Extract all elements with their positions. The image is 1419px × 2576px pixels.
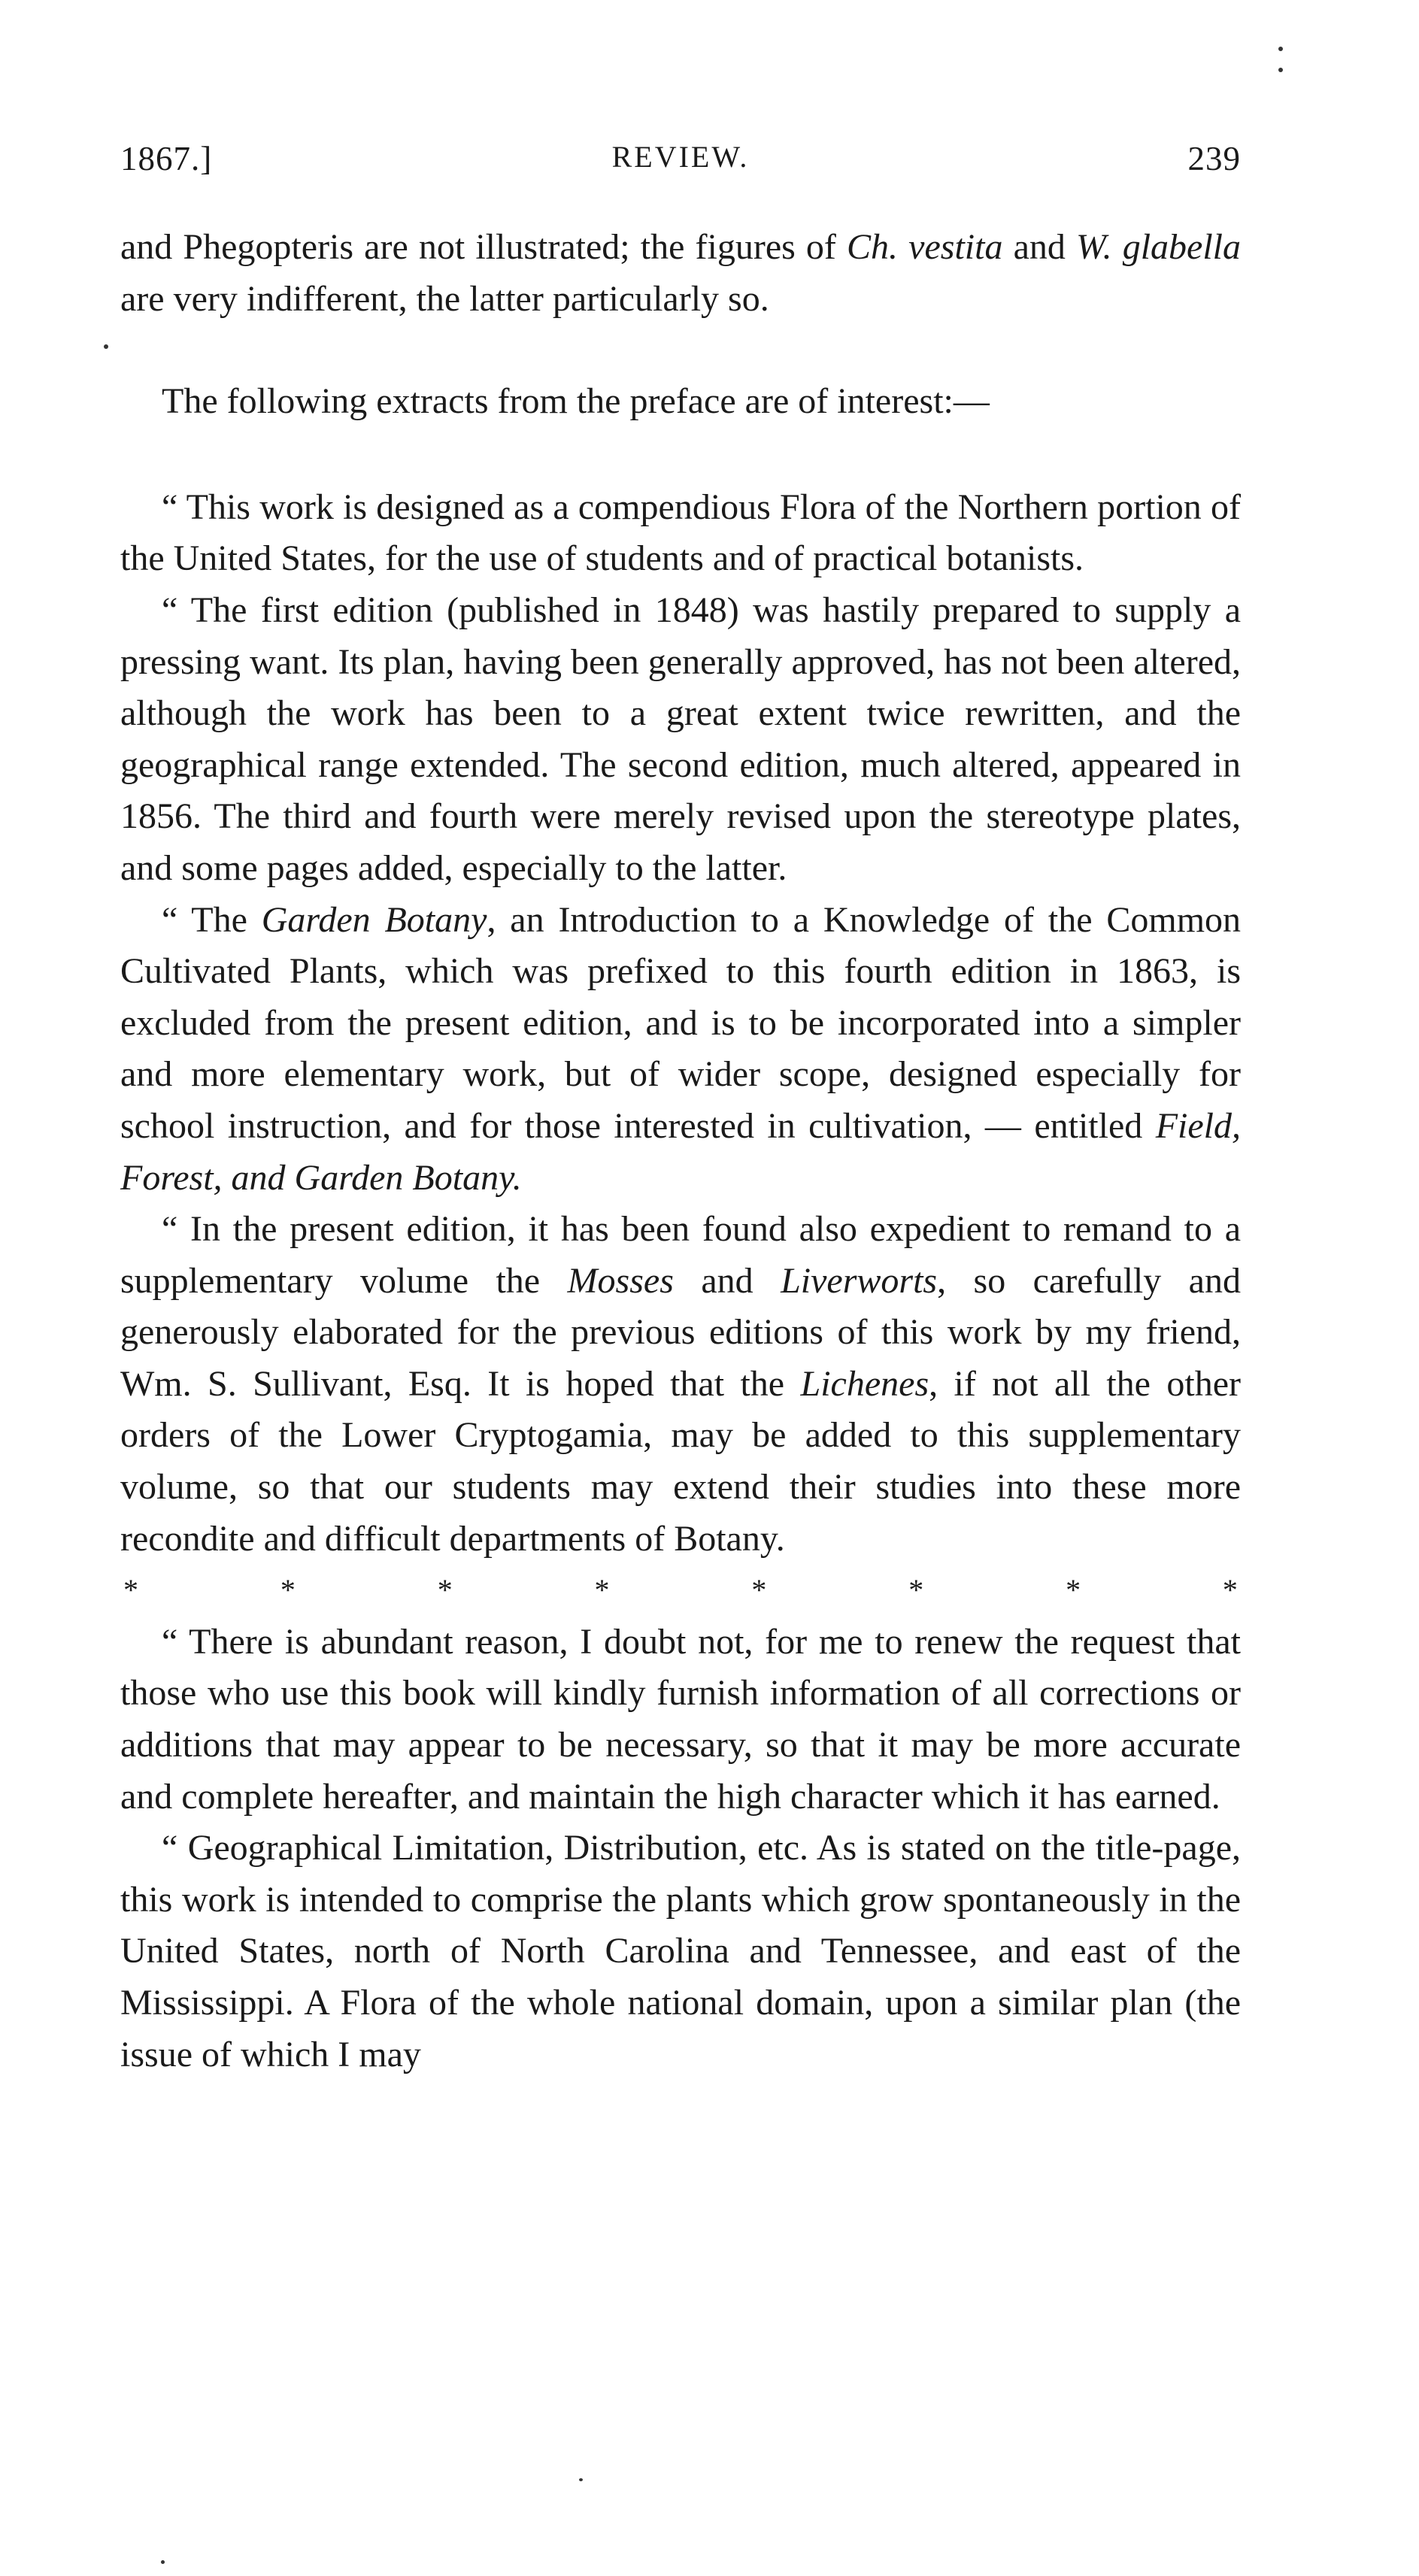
p6-lichenes: Lichenes (800, 1363, 929, 1404)
p5-text-b: , an Introduction to a Knowledge of the Common Cultivated Plants, which was prefixed to this fourth edition in 1863, is excluded from the present edition, and is to be incorporated into a simpler and more elementary work, but of wider scope, designed especially for school instruction, and for those interested in cultivation, — entitled (120, 899, 1242, 1146)
scan-speck (104, 344, 108, 349)
asterisk: * (1066, 1573, 1081, 1608)
p6-text-d: , if not all the other orders of the Lower Cryptogamia, may be added to this supplementary volume, so that our students may extend their studies into these more recondite and difficult departments of Botany. (120, 1363, 1241, 1559)
paragraph-7: “ There is abundant reason, I doubt not, for me to renew the request that those who use this book will kindly furnish information of all corrections or additions that may appear to be necessary, so that it may be more accurate and complete hereafter, and maintain the high character which it has earned. (120, 1621, 1241, 1817)
paragraph-1 (120, 222, 1241, 325)
paragraph-4: “ The first edition (published in 1848) was hastily prepared to supply a pressing want. Its plan, having been generally approved, has not been altered, although the work has been to a great extent twice rewritten, and the geographical range extended. The second edition, much altered, appeared in 1856. The third and fourth were merely revised upon the stereotype plates, and some pages added, especially to the latter. (120, 589, 1241, 888)
p6-text-c: , so carefully and generously elaborated for the previous editions of this work by my friend, Wm. S. Sullivant, Esq. It is hoped that the (120, 1260, 1241, 1404)
p1-species-1: Ch. vestita (847, 227, 1003, 267)
page-number: 239 (1187, 140, 1241, 177)
scan-speck (579, 2478, 583, 2481)
asterisk: * (1222, 1573, 1238, 1608)
p6-mosses: Mosses (567, 1260, 674, 1301)
paragraph-2: The following extracts from the preface are of interest:— (162, 381, 990, 422)
paragraph-8: “ Geographical Limitation, Distribution, etc. As is stated on the title-page, this work is intended to comprise the plants which grow spontaneously in the United States, north of North Carolina and Tennessee, and east of the Mississippi. A Flora of the whole national domain, upon a similar plan (the issue of which I may (120, 1828, 1241, 2074)
running-head (120, 139, 1241, 192)
asterism (120, 1565, 1241, 1617)
p1-text-b: and (1002, 227, 1076, 267)
p1-species-2: W. glabella (1076, 227, 1242, 267)
scan-speck (161, 2560, 165, 2564)
p6-text-a: “ In the present edition, it has been found also expedient to remand to a supplementary volume the (120, 1209, 1241, 1301)
asterisk: * (751, 1573, 767, 1608)
p5-title-1: Garden Botany (261, 899, 487, 940)
p5-text-a: “ The (162, 899, 262, 940)
p1-text-a: and Phegopteris are not illustrated; the figures of (120, 227, 847, 267)
asterisk: * (123, 1573, 138, 1608)
paragraph-6 (120, 1204, 1241, 1565)
paragraph-5 (120, 895, 1241, 1205)
running-head-year: 1867.] (120, 140, 213, 177)
asterisk: * (594, 1573, 610, 1608)
p1-text-c: are very indifferent, the latter particularly so. (120, 278, 769, 319)
asterisk: * (280, 1573, 296, 1608)
running-head-title: REVIEW. (611, 140, 750, 174)
asterisk: * (437, 1573, 453, 1608)
scan-speck (1278, 68, 1283, 72)
p6-liverworts: Liverworts (781, 1260, 938, 1301)
page-body (120, 222, 1241, 2080)
p5-title-2: Field, Forest, and Garden Botany. (120, 1105, 1241, 1198)
scan-speck (1278, 47, 1283, 51)
asterisk: * (908, 1573, 924, 1608)
p6-text-b: and (673, 1260, 781, 1301)
paragraph-3: “ This work is designed as a compendious Flora of the Northern portion of the United States, for the use of students and of practical botanists. (120, 486, 1241, 579)
